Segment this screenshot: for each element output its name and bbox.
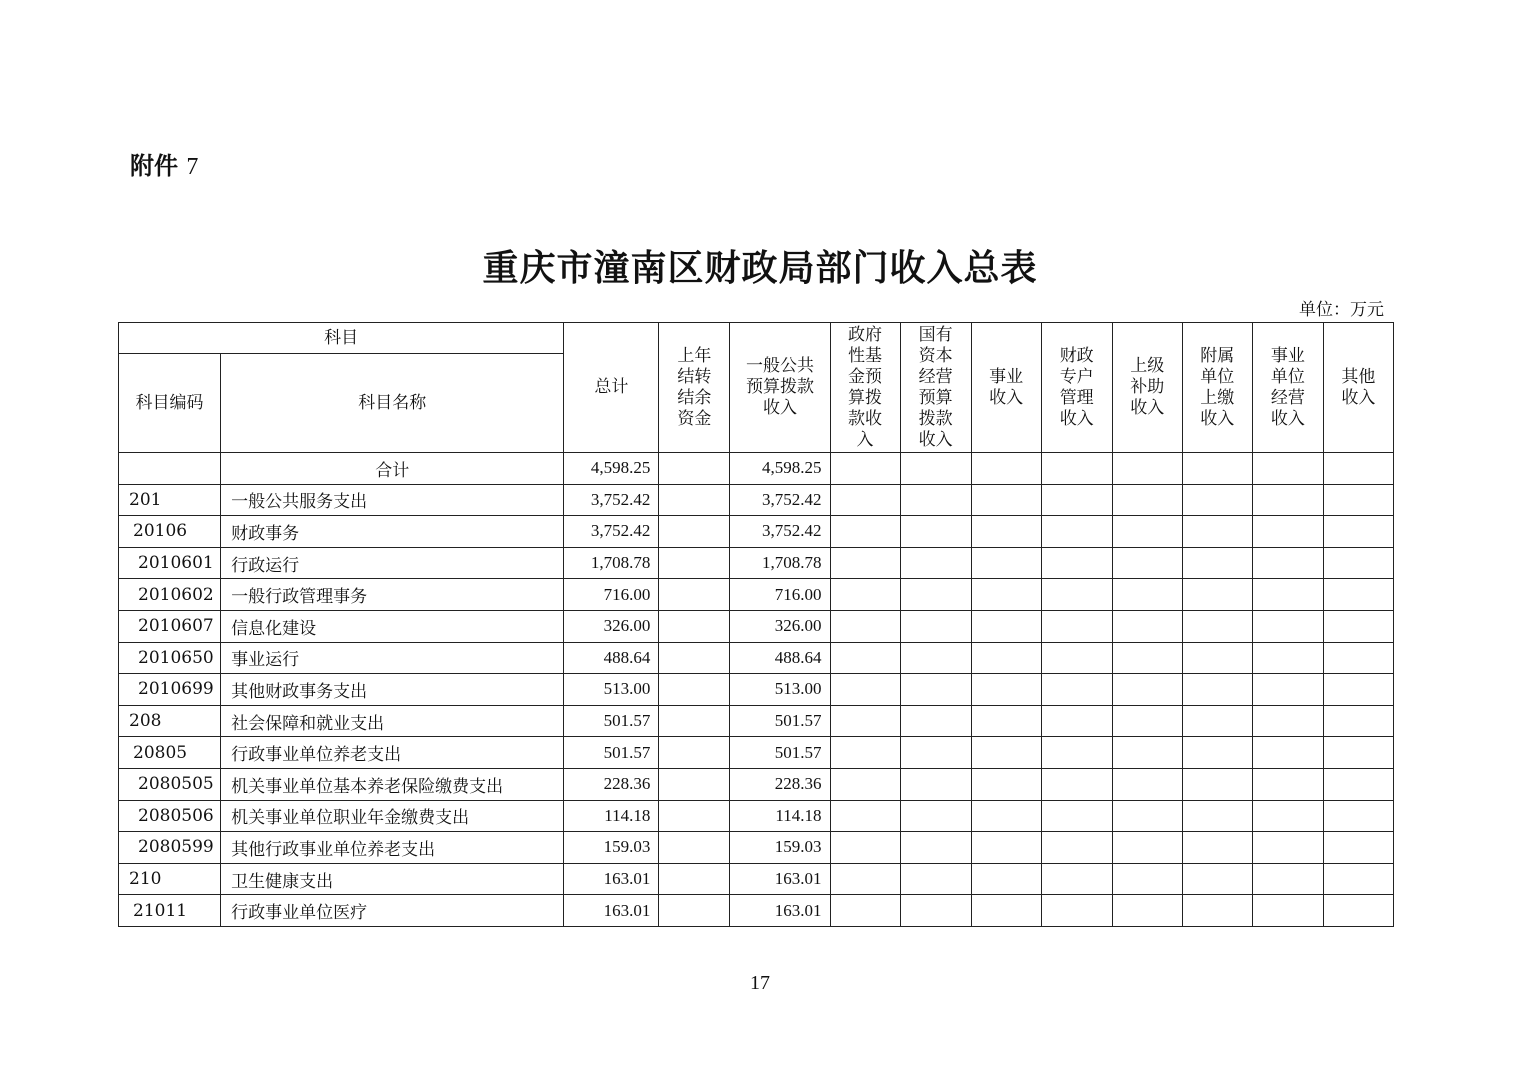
row-total: 228.36 (564, 768, 659, 800)
row-other (1323, 895, 1393, 927)
row-other (1323, 610, 1393, 642)
row-business (971, 547, 1041, 579)
row-code: 2010607 (119, 610, 221, 642)
row-state-capital (900, 547, 971, 579)
row-carryover (659, 895, 730, 927)
row-code: 2010601 (119, 547, 221, 579)
row-state-capital (900, 800, 971, 832)
row-operating (1252, 642, 1323, 674)
row-name: 行政事业单位医疗 (221, 895, 564, 927)
row-gov-fund (830, 737, 900, 769)
row-special-account (1041, 895, 1112, 927)
row-other (1323, 768, 1393, 800)
row-total: 159.03 (564, 832, 659, 864)
row-code: 2080599 (119, 832, 221, 864)
row-gov-fund (830, 674, 900, 706)
row-other (1323, 547, 1393, 579)
row-other (1323, 579, 1393, 611)
page-number: 17 (750, 972, 770, 994)
row-other (1323, 674, 1393, 706)
row-other (1323, 800, 1393, 832)
row-operating (1252, 579, 1323, 611)
header-text: 政府 性基 金预 算拨 款收 入 (848, 324, 883, 450)
table-row (119, 547, 1394, 579)
row-gov-fund (830, 642, 900, 674)
row-special-account (1041, 516, 1112, 548)
row-superior-subsidy (1112, 579, 1182, 611)
row-carryover (659, 768, 730, 800)
row-superior-subsidy (1112, 705, 1182, 737)
row-general-budget: 1,708.78 (730, 547, 830, 579)
row-state-capital (900, 863, 971, 895)
row-business (971, 579, 1041, 611)
row-special-account (1041, 547, 1112, 579)
row-superior-subsidy (1112, 832, 1182, 864)
row-operating (1252, 800, 1323, 832)
total-row-general-budget: 4,598.25 (730, 453, 830, 485)
row-other (1323, 516, 1393, 548)
row-general-budget: 3,752.42 (730, 484, 830, 516)
row-business (971, 674, 1041, 706)
row-gov-fund (830, 579, 900, 611)
row-business (971, 832, 1041, 864)
total-row-total: 4,598.25 (564, 453, 659, 485)
row-code: 2080506 (119, 800, 221, 832)
header-code: 科目编码 (119, 354, 221, 453)
unit-label: 单位：万元 (1299, 300, 1384, 320)
attachment-number: 7 (186, 154, 199, 180)
row-special-account (1041, 642, 1112, 674)
row-general-budget: 488.64 (730, 642, 830, 674)
row-code: 210 (119, 863, 221, 895)
row-carryover (659, 547, 730, 579)
row-carryover (659, 674, 730, 706)
income-table (118, 322, 1394, 927)
row-operating (1252, 547, 1323, 579)
row-general-budget: 326.00 (730, 610, 830, 642)
row-name: 一般行政管理事务 (221, 579, 564, 611)
header-text: 财政 专户 管理 收入 (1059, 345, 1094, 429)
row-operating (1252, 863, 1323, 895)
row-business (971, 800, 1041, 832)
row-special-account (1041, 737, 1112, 769)
row-general-budget: 159.03 (730, 832, 830, 864)
row-other (1323, 484, 1393, 516)
row-total: 114.18 (564, 800, 659, 832)
header-affiliated (1182, 323, 1252, 453)
row-superior-subsidy (1112, 516, 1182, 548)
row-total: 716.00 (564, 579, 659, 611)
row-gov-fund (830, 516, 900, 548)
table-row (119, 800, 1394, 832)
row-state-capital (900, 895, 971, 927)
total-row (119, 453, 1394, 485)
row-superior-subsidy (1112, 863, 1182, 895)
row-total: 326.00 (564, 610, 659, 642)
row-affiliated (1182, 863, 1252, 895)
row-code: 20106 (119, 516, 221, 548)
row-general-budget: 114.18 (730, 800, 830, 832)
row-special-account (1041, 705, 1112, 737)
row-operating (1252, 832, 1323, 864)
row-special-account (1041, 768, 1112, 800)
row-carryover (659, 705, 730, 737)
row-general-budget: 716.00 (730, 579, 830, 611)
row-special-account (1041, 832, 1112, 864)
row-name: 一般公共服务支出 (221, 484, 564, 516)
header-carryover (659, 323, 730, 453)
row-superior-subsidy (1112, 737, 1182, 769)
row-operating (1252, 895, 1323, 927)
row-state-capital (900, 579, 971, 611)
row-state-capital (900, 642, 971, 674)
row-superior-subsidy (1112, 800, 1182, 832)
row-carryover (659, 800, 730, 832)
row-code: 201 (119, 484, 221, 516)
header-text: 上级 补助 收入 (1130, 356, 1165, 418)
row-code: 2080505 (119, 768, 221, 800)
row-state-capital (900, 768, 971, 800)
header-text: 国有 资本 经营 预算 拨款 收入 (918, 324, 953, 450)
row-general-budget: 228.36 (730, 768, 830, 800)
row-code: 21011 (119, 895, 221, 927)
row-state-capital (900, 832, 971, 864)
header-special-account (1041, 323, 1112, 453)
table-row (119, 863, 1394, 895)
table-row (119, 579, 1394, 611)
row-operating (1252, 610, 1323, 642)
table-row (119, 832, 1394, 864)
row-total: 488.64 (564, 642, 659, 674)
table-row (119, 705, 1394, 737)
row-superior-subsidy (1112, 610, 1182, 642)
row-total: 501.57 (564, 737, 659, 769)
row-carryover (659, 484, 730, 516)
header-text: 上年 结转 结余 资金 (677, 345, 712, 429)
header-business (971, 323, 1041, 453)
row-gov-fund (830, 610, 900, 642)
header-total: 总计 (564, 323, 659, 453)
row-gov-fund (830, 705, 900, 737)
row-name: 行政事业单位养老支出 (221, 737, 564, 769)
table-row (119, 674, 1394, 706)
header-operating (1252, 323, 1323, 453)
row-carryover (659, 579, 730, 611)
row-gov-fund (830, 800, 900, 832)
row-special-account (1041, 674, 1112, 706)
row-state-capital (900, 610, 971, 642)
row-special-account (1041, 800, 1112, 832)
row-carryover (659, 737, 730, 769)
table-row (119, 737, 1394, 769)
row-special-account (1041, 484, 1112, 516)
row-general-budget: 163.01 (730, 895, 830, 927)
total-row-label: 合计 (221, 453, 564, 485)
row-name: 其他行政事业单位养老支出 (221, 832, 564, 864)
row-gov-fund (830, 895, 900, 927)
row-name: 社会保障和就业支出 (221, 705, 564, 737)
row-affiliated (1182, 547, 1252, 579)
row-affiliated (1182, 579, 1252, 611)
row-business (971, 516, 1041, 548)
row-name: 行政运行 (221, 547, 564, 579)
attachment-label (130, 146, 198, 181)
row-carryover (659, 832, 730, 864)
row-carryover (659, 863, 730, 895)
row-special-account (1041, 863, 1112, 895)
row-business (971, 484, 1041, 516)
row-total: 513.00 (564, 674, 659, 706)
row-name: 卫生健康支出 (221, 863, 564, 895)
row-business (971, 705, 1041, 737)
row-affiliated (1182, 832, 1252, 864)
header-text: 事业 单位 经营 收入 (1270, 345, 1305, 429)
row-total: 3,752.42 (564, 484, 659, 516)
row-superior-subsidy (1112, 895, 1182, 927)
header-text: 其他 收入 (1341, 366, 1376, 408)
row-state-capital (900, 705, 971, 737)
row-gov-fund (830, 484, 900, 516)
table-row (119, 895, 1394, 927)
row-total: 163.01 (564, 863, 659, 895)
row-other (1323, 863, 1393, 895)
row-affiliated (1182, 610, 1252, 642)
header-text: 附属 单位 上缴 收入 (1200, 345, 1235, 429)
row-total: 163.01 (564, 895, 659, 927)
row-operating (1252, 674, 1323, 706)
row-operating (1252, 737, 1323, 769)
header-state-capital (900, 323, 971, 453)
row-other (1323, 832, 1393, 864)
row-affiliated (1182, 516, 1252, 548)
row-affiliated (1182, 642, 1252, 674)
row-gov-fund (830, 863, 900, 895)
row-state-capital (900, 674, 971, 706)
row-superior-subsidy (1112, 547, 1182, 579)
row-total: 501.57 (564, 705, 659, 737)
row-gov-fund (830, 832, 900, 864)
header-gov-fund (830, 323, 900, 453)
row-state-capital (900, 737, 971, 769)
row-name: 事业运行 (221, 642, 564, 674)
row-business (971, 863, 1041, 895)
row-code: 2010650 (119, 642, 221, 674)
row-gov-fund (830, 768, 900, 800)
row-affiliated (1182, 737, 1252, 769)
row-operating (1252, 768, 1323, 800)
row-name: 机关事业单位基本养老保险缴费支出 (221, 768, 564, 800)
row-other (1323, 705, 1393, 737)
row-special-account (1041, 610, 1112, 642)
row-business (971, 610, 1041, 642)
row-business (971, 768, 1041, 800)
row-affiliated (1182, 800, 1252, 832)
row-state-capital (900, 516, 971, 548)
row-name: 其他财政事务支出 (221, 674, 564, 706)
row-code: 2010699 (119, 674, 221, 706)
header-name: 科目名称 (221, 354, 564, 453)
row-gov-fund (830, 547, 900, 579)
row-carryover (659, 642, 730, 674)
table-row (119, 610, 1394, 642)
table-row (119, 642, 1394, 674)
row-total: 1,708.78 (564, 547, 659, 579)
row-total: 3,752.42 (564, 516, 659, 548)
total-row-code (119, 453, 221, 485)
row-general-budget: 501.57 (730, 737, 830, 769)
header-general-budget (730, 323, 830, 453)
row-general-budget: 501.57 (730, 705, 830, 737)
row-other (1323, 737, 1393, 769)
row-operating (1252, 705, 1323, 737)
page-title: 重庆市潼南区财政局部门收入总表 (482, 247, 1038, 289)
header-text: 一般公共 预算拨款 收入 (745, 356, 814, 418)
row-affiliated (1182, 768, 1252, 800)
header-superior-subsidy (1112, 323, 1182, 453)
row-other (1323, 642, 1393, 674)
row-affiliated (1182, 705, 1252, 737)
row-state-capital (900, 484, 971, 516)
table-row (119, 516, 1394, 548)
table-row (119, 768, 1394, 800)
row-code: 2010602 (119, 579, 221, 611)
header-other (1323, 323, 1393, 453)
row-code: 208 (119, 705, 221, 737)
row-carryover (659, 516, 730, 548)
row-general-budget: 163.01 (730, 863, 830, 895)
row-business (971, 737, 1041, 769)
row-name: 财政事务 (221, 516, 564, 548)
attachment-text: 附件 (130, 152, 178, 180)
row-code: 20805 (119, 737, 221, 769)
row-superior-subsidy (1112, 674, 1182, 706)
row-business (971, 895, 1041, 927)
row-general-budget: 513.00 (730, 674, 830, 706)
row-carryover (659, 610, 730, 642)
header-subject-group: 科目 (119, 323, 564, 354)
row-affiliated (1182, 674, 1252, 706)
row-affiliated (1182, 895, 1252, 927)
row-affiliated (1182, 484, 1252, 516)
row-business (971, 642, 1041, 674)
table-row (119, 484, 1394, 516)
row-superior-subsidy (1112, 642, 1182, 674)
row-general-budget: 3,752.42 (730, 516, 830, 548)
row-operating (1252, 484, 1323, 516)
header-text: 事业 收入 (989, 366, 1024, 408)
row-special-account (1041, 579, 1112, 611)
row-superior-subsidy (1112, 768, 1182, 800)
row-name: 信息化建设 (221, 610, 564, 642)
row-superior-subsidy (1112, 484, 1182, 516)
row-name: 机关事业单位职业年金缴费支出 (221, 800, 564, 832)
row-operating (1252, 516, 1323, 548)
